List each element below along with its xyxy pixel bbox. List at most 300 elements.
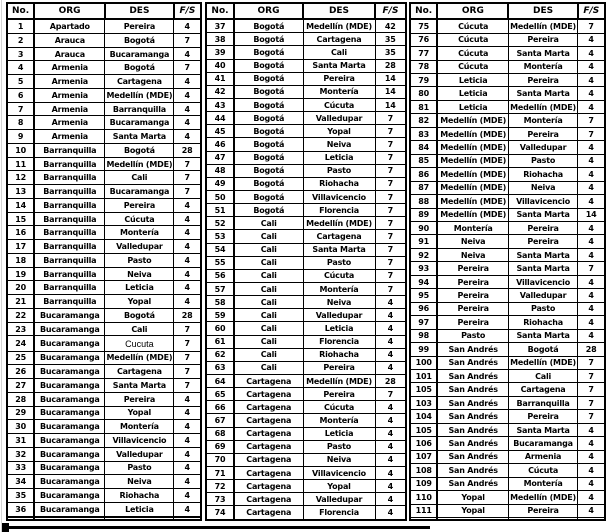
table-row bbox=[410, 477, 605, 490]
destination-cell: Leticia bbox=[303, 322, 375, 335]
destination-cell: Montería bbox=[303, 85, 375, 98]
frequency-cell: 4 bbox=[174, 502, 201, 516]
origin-cell bbox=[34, 517, 105, 520]
origin-cell: Cúcuta bbox=[437, 60, 508, 73]
frequency-cell: 4 bbox=[578, 221, 605, 234]
origin-cell: Neiva bbox=[437, 248, 508, 261]
frequency-cell: 4 bbox=[578, 181, 605, 194]
frequency-cell: 4 bbox=[578, 450, 605, 463]
row-number-cell: 71 bbox=[206, 466, 234, 479]
destination-cell: Pasto bbox=[303, 256, 375, 269]
row-number-cell: 13 bbox=[7, 185, 34, 199]
frequency-cell: 4 bbox=[578, 437, 605, 450]
table-row bbox=[410, 100, 605, 113]
origin-cell: Medellín (MDE) bbox=[437, 127, 508, 140]
origin-cell: Bucaramanga bbox=[34, 420, 105, 434]
table-row bbox=[410, 87, 605, 100]
destination-cell: Cúcuta bbox=[303, 269, 375, 282]
destination-cell: Cartagena bbox=[508, 383, 577, 396]
row-number-cell: 69 bbox=[206, 440, 234, 453]
frequency-cell: 7 bbox=[174, 157, 201, 171]
destination-cell: Medellín (MDE) bbox=[105, 157, 174, 171]
destination-cell: Valledupar bbox=[508, 141, 577, 154]
table-row bbox=[7, 379, 201, 393]
origin-cell: Cartagena bbox=[234, 466, 303, 479]
origin-cell: Bogotá bbox=[234, 33, 303, 46]
frequency-cell: 4 bbox=[578, 248, 605, 261]
row-number-cell: 56 bbox=[206, 269, 234, 282]
row-number-cell: 78 bbox=[410, 60, 437, 73]
origin-cell: Cali bbox=[234, 348, 303, 361]
row-number-cell: 108 bbox=[410, 464, 437, 477]
destination-cell: Medellín (MDE) bbox=[303, 374, 375, 387]
frequency-cell: 14 bbox=[375, 85, 406, 98]
fs-column-header: F/S bbox=[174, 3, 201, 19]
des-column-header: DES bbox=[105, 3, 174, 19]
destination-cell: Neiva bbox=[303, 296, 375, 309]
destination-cell: Bogotá bbox=[508, 343, 577, 356]
origin-cell: San Andrés bbox=[437, 450, 508, 463]
row-number-cell: 99 bbox=[410, 343, 437, 356]
origin-cell: Bogotá bbox=[234, 99, 303, 112]
destination-cell: Santa Marta bbox=[105, 130, 174, 144]
frequency-cell: 7 bbox=[174, 61, 201, 75]
row-number-cell: 8 bbox=[7, 116, 34, 130]
origin-cell: San Andrés bbox=[437, 464, 508, 477]
origin-cell: Barranquilla bbox=[34, 212, 105, 226]
frequency-cell: 4 bbox=[578, 491, 605, 504]
destination-cell: Cali bbox=[508, 369, 577, 382]
org-column-header: ORG bbox=[234, 3, 303, 19]
table-row bbox=[410, 289, 605, 302]
origin-cell: Barranquilla bbox=[34, 240, 105, 254]
row-number-cell: 10 bbox=[7, 143, 34, 157]
table-row bbox=[206, 204, 406, 217]
frequency-cell: 4 bbox=[578, 504, 605, 517]
origin-cell: Bogotá bbox=[234, 164, 303, 177]
destination-cell: Leticia bbox=[303, 151, 375, 164]
destination-cell: Santa Marta bbox=[508, 208, 577, 221]
route-table-3-body bbox=[410, 3, 605, 520]
frequency-cell: 7 bbox=[375, 204, 406, 217]
table-row bbox=[7, 253, 201, 267]
destination-cell: Florencia bbox=[303, 506, 375, 520]
row-number-cell: 32 bbox=[7, 447, 34, 461]
fs-column-header: F/S bbox=[578, 3, 605, 19]
destination-cell: Bucaramanga bbox=[105, 116, 174, 130]
row-number-cell: 70 bbox=[206, 453, 234, 466]
row-number-cell: 28 bbox=[7, 392, 34, 406]
table-row bbox=[206, 414, 406, 427]
destination-cell: Pasto bbox=[105, 253, 174, 267]
table-row bbox=[206, 46, 406, 59]
row-number-cell: 109 bbox=[410, 477, 437, 490]
table-row bbox=[7, 392, 201, 406]
destination-cell: Villavicencio bbox=[105, 434, 174, 448]
frequency-cell: 4 bbox=[578, 33, 605, 46]
row-number-cell: 50 bbox=[206, 190, 234, 203]
no-column-header: No. bbox=[7, 3, 34, 19]
table-row bbox=[206, 309, 406, 322]
origin-cell: San Andrés bbox=[437, 437, 508, 450]
header-row bbox=[410, 3, 605, 19]
origin-cell: Armenia bbox=[34, 130, 105, 144]
destination-cell: Valledupar bbox=[303, 309, 375, 322]
destination-cell: Leticia bbox=[303, 427, 375, 440]
destination-cell: Montería bbox=[508, 114, 577, 127]
table-row bbox=[206, 164, 406, 177]
origin-cell: Bucaramanga bbox=[34, 461, 105, 475]
row-number-cell: 63 bbox=[206, 361, 234, 374]
frequency-cell: 7 bbox=[174, 351, 201, 365]
destination-cell: Medellín (MDE) bbox=[508, 19, 577, 33]
row-number-cell: 41 bbox=[206, 72, 234, 85]
frequency-cell: 4 bbox=[174, 295, 201, 309]
frequency-cell: 4 bbox=[578, 154, 605, 167]
table-row bbox=[410, 221, 605, 234]
destination-cell: Pereira bbox=[508, 235, 577, 248]
frequency-cell: 7 bbox=[375, 112, 406, 125]
frequency-cell: 7 bbox=[375, 217, 406, 230]
frequency-cell: 4 bbox=[174, 420, 201, 434]
table-row bbox=[206, 401, 406, 414]
origin-cell: Bucaramanga bbox=[34, 336, 105, 351]
row-number-cell: 91 bbox=[410, 235, 437, 248]
origin-cell: Cartagena bbox=[234, 453, 303, 466]
frequency-cell: 4 bbox=[578, 477, 605, 490]
frequency-cell: 7 bbox=[174, 33, 201, 47]
origin-cell: Cartagena bbox=[234, 440, 303, 453]
origin-cell: San Andrés bbox=[437, 477, 508, 490]
origin-cell: Bogotá bbox=[234, 112, 303, 125]
table-row bbox=[7, 226, 201, 240]
row-number-cell: 55 bbox=[206, 256, 234, 269]
row-number-cell: 6 bbox=[7, 88, 34, 102]
table-row bbox=[410, 356, 605, 369]
frequency-cell: 4 bbox=[375, 414, 406, 427]
row-number-cell: 19 bbox=[7, 267, 34, 281]
row-number-cell: 9 bbox=[7, 130, 34, 144]
table-row bbox=[410, 396, 605, 409]
route-table-1 bbox=[6, 2, 202, 521]
row-number-cell: 40 bbox=[206, 59, 234, 72]
row-number-cell: 5 bbox=[7, 75, 34, 89]
origin-cell: Leticia bbox=[437, 87, 508, 100]
row-number-cell: 29 bbox=[7, 406, 34, 420]
destination-cell: Bogotá bbox=[105, 33, 174, 47]
destination-cell: Riohacha bbox=[508, 316, 577, 329]
destination-cell: Pasto bbox=[508, 302, 577, 315]
table-row bbox=[410, 47, 605, 60]
destination-cell: Cali bbox=[105, 322, 174, 336]
frequency-cell: 4 bbox=[578, 464, 605, 477]
table-row bbox=[7, 102, 201, 116]
table-row bbox=[7, 475, 201, 489]
row-number-cell: 30 bbox=[7, 420, 34, 434]
frequency-cell: 7 bbox=[375, 256, 406, 269]
origin-cell: Pereira bbox=[437, 275, 508, 288]
des-column-header: DES bbox=[303, 3, 375, 19]
table-row bbox=[7, 322, 201, 336]
table-row bbox=[410, 437, 605, 450]
frequency-cell: 4 bbox=[375, 466, 406, 479]
destination-cell: Pasto bbox=[105, 461, 174, 475]
origin-cell: Bogotá bbox=[234, 138, 303, 151]
origin-cell: Cali bbox=[234, 243, 303, 256]
table-row bbox=[410, 504, 605, 517]
row-number-cell: 66 bbox=[206, 401, 234, 414]
frequency-cell: 7 bbox=[174, 171, 201, 185]
table-row bbox=[206, 440, 406, 453]
origin-cell: Bogotá bbox=[234, 72, 303, 85]
frequency-cell: 4 bbox=[578, 100, 605, 113]
row-number-cell: 53 bbox=[206, 230, 234, 243]
row-number-cell: 101 bbox=[410, 369, 437, 382]
origin-cell: Barranquilla bbox=[34, 281, 105, 295]
table-row bbox=[206, 243, 406, 256]
table-row bbox=[206, 217, 406, 230]
row-number-cell: 2 bbox=[7, 33, 34, 47]
row-number-cell: 43 bbox=[206, 99, 234, 112]
row-number-cell: 46 bbox=[206, 138, 234, 151]
table-row bbox=[206, 72, 406, 85]
row-number-cell: 94 bbox=[410, 275, 437, 288]
frequency-cell: 28 bbox=[578, 343, 605, 356]
row-number-cell: 54 bbox=[206, 243, 234, 256]
destination-cell: Santa Marta bbox=[508, 262, 577, 275]
destination-cell: Villavicencio bbox=[508, 195, 577, 208]
table-row bbox=[206, 177, 406, 190]
destination-cell: Santa Marta bbox=[105, 379, 174, 393]
frequency-cell: 4 bbox=[375, 453, 406, 466]
frequency-cell: 7 bbox=[375, 138, 406, 151]
row-number-cell: 60 bbox=[206, 322, 234, 335]
destination-cell: Riohacha bbox=[508, 168, 577, 181]
frequency-cell: 4 bbox=[578, 47, 605, 60]
frequency-cell: 4 bbox=[174, 406, 201, 420]
frequency-cell: 4 bbox=[174, 75, 201, 89]
table-row bbox=[7, 365, 201, 379]
table-row bbox=[7, 61, 201, 75]
table-row bbox=[206, 388, 406, 401]
table-row bbox=[410, 369, 605, 382]
destination-cell: Santa Marta bbox=[508, 47, 577, 60]
destination-cell: Neiva bbox=[303, 138, 375, 151]
destination-cell: Villavicencio bbox=[303, 190, 375, 203]
row-number-cell: 104 bbox=[410, 410, 437, 423]
row-number-cell: 4 bbox=[7, 61, 34, 75]
origin-cell: Cali bbox=[234, 269, 303, 282]
frequency-cell: 4 bbox=[174, 489, 201, 503]
frequency-cell bbox=[174, 517, 201, 520]
table-row bbox=[206, 59, 406, 72]
table-row bbox=[7, 47, 201, 61]
frequency-cell: 4 bbox=[375, 348, 406, 361]
frequency-cell: 4 bbox=[174, 392, 201, 406]
destination-cell: Pereira bbox=[303, 361, 375, 374]
frequency-cell: 7 bbox=[578, 262, 605, 275]
destination-cell: Montería bbox=[105, 420, 174, 434]
table-row bbox=[410, 450, 605, 463]
origin-cell: San Andrés bbox=[437, 356, 508, 369]
destination-cell: Neiva bbox=[105, 267, 174, 281]
frequency-cell: 4 bbox=[578, 87, 605, 100]
des-column-header: DES bbox=[508, 3, 577, 19]
frequency-cell: 35 bbox=[375, 46, 406, 59]
frequency-cell: 35 bbox=[375, 33, 406, 46]
origin-cell: Barranquilla bbox=[34, 253, 105, 267]
destination-cell: Pereira bbox=[508, 221, 577, 234]
row-number-cell: 45 bbox=[206, 125, 234, 138]
row-number-cell: 90 bbox=[410, 221, 437, 234]
origin-cell: Cartagena bbox=[234, 506, 303, 520]
origin-cell: Armenia bbox=[34, 61, 105, 75]
row-number-cell: 97 bbox=[410, 316, 437, 329]
table-row bbox=[7, 295, 201, 309]
origin-cell: Cartagena bbox=[234, 427, 303, 440]
table-row bbox=[7, 502, 201, 516]
origin-cell: Medellín (MDE) bbox=[437, 154, 508, 167]
row-number-cell: 93 bbox=[410, 262, 437, 275]
table-row bbox=[206, 19, 406, 33]
row-number-cell: 42 bbox=[206, 85, 234, 98]
origin-cell: Cali bbox=[234, 361, 303, 374]
row-number-cell: 105 bbox=[410, 383, 437, 396]
destination-cell: Medellín (MDE) bbox=[303, 217, 375, 230]
row-number-cell: 67 bbox=[206, 414, 234, 427]
origin-cell: Cali bbox=[234, 335, 303, 348]
frequency-cell: 4 bbox=[578, 423, 605, 436]
origin-cell: Bucaramanga bbox=[34, 502, 105, 516]
row-number-cell: 106 bbox=[410, 437, 437, 450]
frequency-cell: 14 bbox=[578, 208, 605, 221]
destination-cell: Santa Marta bbox=[508, 423, 577, 436]
table-row bbox=[206, 335, 406, 348]
table-row bbox=[7, 33, 201, 47]
row-number-cell: 82 bbox=[410, 114, 437, 127]
row-number-cell: 103 bbox=[410, 396, 437, 409]
origin-cell: Barranquilla bbox=[34, 185, 105, 199]
frequency-cell: 4 bbox=[375, 361, 406, 374]
table-row bbox=[410, 383, 605, 396]
destination-cell: Cartagena bbox=[105, 75, 174, 89]
table-row bbox=[410, 60, 605, 73]
origin-cell: Medellín (MDE) bbox=[437, 114, 508, 127]
origin-cell bbox=[437, 517, 508, 520]
frequency-cell: 4 bbox=[174, 434, 201, 448]
origin-cell: Armenia bbox=[34, 88, 105, 102]
destination-cell: Montería bbox=[508, 60, 577, 73]
table-row bbox=[206, 256, 406, 269]
origin-cell: Pereira bbox=[437, 316, 508, 329]
frequency-cell: 4 bbox=[375, 401, 406, 414]
destination-cell: Valledupar bbox=[105, 240, 174, 254]
row-number-cell: 59 bbox=[206, 309, 234, 322]
table-row bbox=[410, 329, 605, 342]
origin-cell: Apartado bbox=[34, 19, 105, 33]
destination-cell: Barranquilla bbox=[508, 396, 577, 409]
origin-cell: Bucaramanga bbox=[34, 351, 105, 365]
table-row bbox=[410, 262, 605, 275]
frequency-cell: 7 bbox=[375, 151, 406, 164]
row-number-cell: 68 bbox=[206, 427, 234, 440]
table-row bbox=[206, 190, 406, 203]
frequency-cell: 4 bbox=[174, 447, 201, 461]
table-row bbox=[410, 302, 605, 315]
destination-cell: Riohacha bbox=[303, 177, 375, 190]
frequency-cell: 4 bbox=[174, 116, 201, 130]
origin-cell: Armenia bbox=[34, 75, 105, 89]
row-number-cell: 51 bbox=[206, 204, 234, 217]
origin-cell: Pereira bbox=[437, 289, 508, 302]
table-row bbox=[206, 230, 406, 243]
frequency-cell: 4 bbox=[174, 281, 201, 295]
frequency-cell: 28 bbox=[375, 59, 406, 72]
frequency-cell: 4 bbox=[174, 198, 201, 212]
origin-cell: Medellín (MDE) bbox=[437, 168, 508, 181]
row-number-cell: 12 bbox=[7, 171, 34, 185]
row-number-cell: 81 bbox=[410, 100, 437, 113]
frequency-cell: 7 bbox=[375, 177, 406, 190]
table-row bbox=[410, 127, 605, 140]
destination-cell: Valledupar bbox=[508, 289, 577, 302]
origin-cell: Bogotá bbox=[234, 125, 303, 138]
table-row bbox=[7, 517, 201, 520]
origin-cell: Medellín (MDE) bbox=[437, 181, 508, 194]
row-number-cell: 72 bbox=[206, 480, 234, 493]
org-column-header: ORG bbox=[437, 3, 508, 19]
frequency-cell: 7 bbox=[578, 356, 605, 369]
table-row bbox=[410, 248, 605, 261]
spreadsheet-gridline bbox=[1, 0, 2, 532]
origin-cell: Medellín (MDE) bbox=[437, 195, 508, 208]
table-row bbox=[7, 212, 201, 226]
destination-cell: Bucaramanga bbox=[105, 47, 174, 61]
row-number-cell: 57 bbox=[206, 282, 234, 295]
frequency-cell: 4 bbox=[578, 195, 605, 208]
origin-cell: Barranquilla bbox=[34, 143, 105, 157]
row-number-cell: 80 bbox=[410, 87, 437, 100]
table-row bbox=[410, 114, 605, 127]
frequency-cell: 28 bbox=[174, 143, 201, 157]
frequency-cell: 4 bbox=[174, 461, 201, 475]
origin-cell: Cartagena bbox=[234, 493, 303, 506]
frequency-cell: 7 bbox=[375, 243, 406, 256]
table-row bbox=[7, 336, 201, 351]
origin-cell: Yopal bbox=[437, 504, 508, 517]
row-number-cell: 111 bbox=[410, 504, 437, 517]
frequency-cell: 14 bbox=[375, 99, 406, 112]
origin-cell: Bogotá bbox=[234, 151, 303, 164]
frequency-cell: 4 bbox=[375, 427, 406, 440]
origin-cell: Leticia bbox=[437, 100, 508, 113]
row-number-cell: 14 bbox=[7, 198, 34, 212]
destination-cell: Santa Marta bbox=[508, 248, 577, 261]
destination-cell: Pasto bbox=[303, 164, 375, 177]
row-number-cell: 36 bbox=[7, 502, 34, 516]
frequency-cell: 7 bbox=[375, 388, 406, 401]
origin-cell: Barranquilla bbox=[34, 171, 105, 185]
row-number-cell: 49 bbox=[206, 177, 234, 190]
frequency-cell: 4 bbox=[174, 130, 201, 144]
table-row bbox=[7, 19, 201, 33]
destination-cell: Medellín (MDE) bbox=[508, 356, 577, 369]
frequency-cell: 28 bbox=[174, 308, 201, 322]
row-number-cell: 100 bbox=[410, 356, 437, 369]
origin-cell: San Andrés bbox=[437, 396, 508, 409]
row-number-cell: 107 bbox=[410, 450, 437, 463]
frequency-cell: 4 bbox=[174, 88, 201, 102]
